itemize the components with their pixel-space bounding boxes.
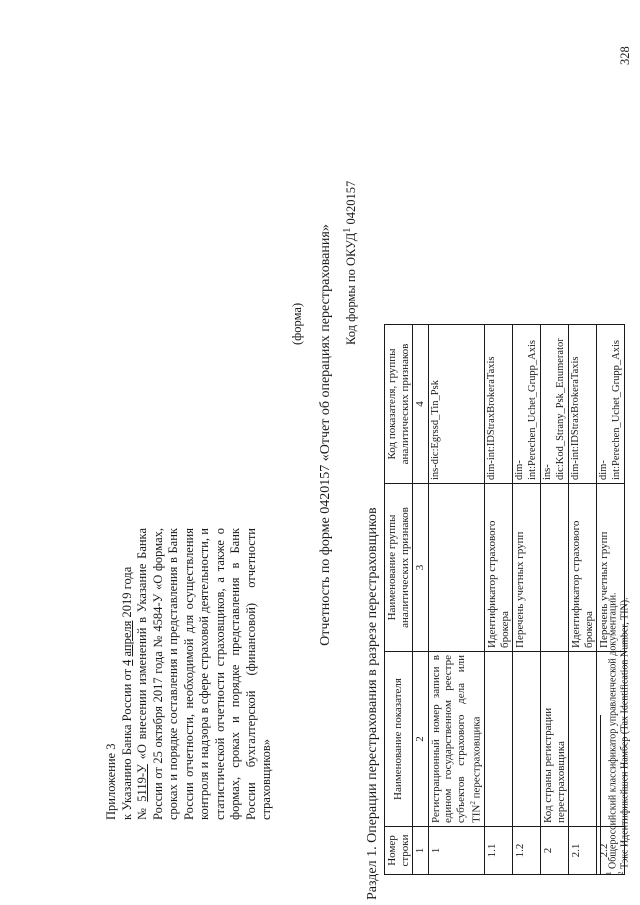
table-row: [569, 325, 597, 875]
header-code: Код показателя, группы аналитических признаков: [385, 325, 413, 484]
indicator-name: Регистрационный номер записи в едином государственном реестре субъектов страхового дела или TIN$^2$ перестраховщика: [428, 652, 485, 827]
indicator-name: Код страны регистрации перестраховщика: [541, 652, 569, 827]
okud-footnote-ref: 1: [342, 227, 353, 233]
header-group-name: Наименование группы аналитических признаков: [385, 484, 413, 652]
indicator-name: [485, 652, 513, 827]
indicator-code: dim-int:IDStraxBrokeraTaxis: [569, 325, 597, 484]
table-row: [541, 325, 569, 875]
table-row: [428, 325, 485, 875]
table-row: [485, 325, 513, 875]
group-name: Перечень учетных групп: [513, 484, 541, 652]
forma-label: (форма): [290, 302, 304, 345]
header-num-2: 2: [413, 652, 429, 827]
header-row-number: Номер строки: [385, 827, 413, 875]
annex-block: [104, 528, 275, 820]
header-num-1: 1: [413, 827, 429, 875]
annex-number: 5119-У: [135, 764, 149, 802]
footnote-divider: [600, 715, 601, 875]
section-title: Раздел 1. Операции перестрахования в разрезе перестраховщиков: [365, 507, 380, 900]
row-number: 1.1: [485, 827, 513, 875]
row-number: 1.2: [513, 827, 541, 875]
row-number: 1: [428, 827, 485, 875]
group-name: [428, 484, 485, 652]
indicator-code: ins-dic:Egrssd_Tin_Psk: [428, 325, 485, 484]
table-row: [513, 325, 541, 875]
group-name: Идентификатор страхового брокера: [569, 484, 597, 652]
header-num-4: 4: [413, 325, 429, 484]
annex-body: № 5119-У «О внесении изменений в Указание Банка России от 25 октября 2017 года № 4584-У «О формах, сроках и порядке составления и представления в Банк России отчетности, необходимой для осуществления контроля и надзора в сфере страховой деятельности, и статистической отчетности страховщиков, а также о формах, сроках и порядке представления в Банк России бухгалтерской (финансовой) отчетности страховщиков»: [135, 528, 273, 820]
indicator-code: ins-dic:Kod_Strany_Psk_Enumerator: [541, 325, 569, 484]
table-header-row: [385, 325, 413, 875]
row-number: 2.1: [569, 827, 597, 875]
indicator-name: [569, 652, 597, 827]
group-name: [541, 484, 569, 652]
indicator-name: [513, 652, 541, 827]
tin-footnote-ref: 2: [469, 801, 477, 805]
header-indicator-name: Наименование показателя: [385, 652, 413, 827]
indicator-code: dim-int:Perechen_Uchet_Grupp_Axis: [597, 325, 625, 484]
group-name: Идентификатор страхового брокера: [485, 484, 513, 652]
row-number: 2: [541, 827, 569, 875]
page-number: 328: [618, 46, 632, 65]
document-title: Отчетность по форме 0420157 «Отчет об операциях перестрахования»: [318, 224, 333, 646]
header-num-3: 3: [413, 484, 429, 652]
annex-day: 4: [119, 659, 134, 666]
indicator-code: dim-int:IDStraxBrokeraTaxis: [485, 325, 513, 484]
table-header-numbers-row: [413, 325, 429, 875]
indicators-table: [384, 324, 625, 875]
row-number: 2.2: [597, 827, 625, 875]
annex-month: апреля: [119, 620, 134, 657]
annex-line1: к Указанию Банка России от 4 апреля 2019 года: [119, 566, 134, 820]
footnote-1: $^1$ Общероссийский классификатор управленческой документации.: [605, 592, 619, 875]
annex-title: Приложение 3: [104, 743, 118, 820]
okud-code: Код формы по ОКУД$^1$ 0420157: [342, 180, 359, 345]
indicator-code: dim-int:Perechen_Uchet_Grupp_Axis: [513, 325, 541, 484]
group-name: Перечень учетных групп: [597, 484, 625, 652]
footnote-2: $^2$ Тэкс Идентификейшен Намбер (Tax Identification Number, TIN).: [617, 597, 631, 875]
